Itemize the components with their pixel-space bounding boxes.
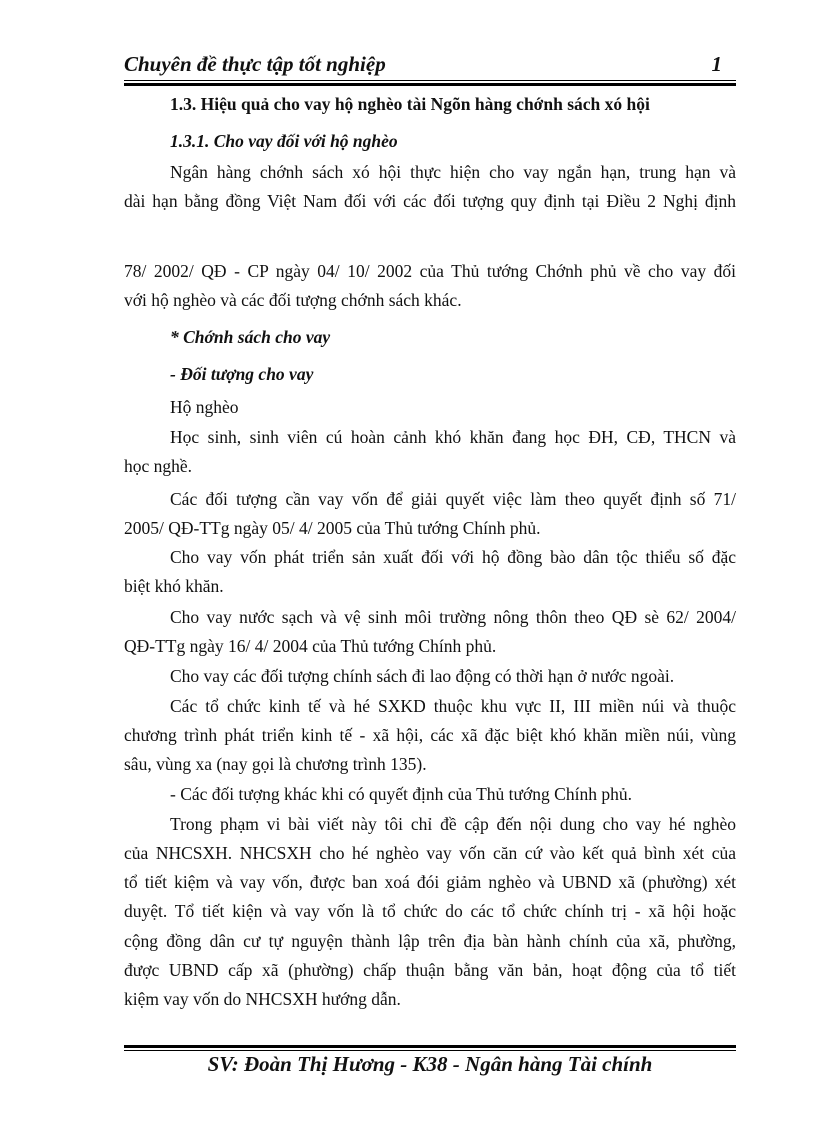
page-number: 1 (711, 52, 722, 76)
paragraph-line: kiệm vay vốn do NHCSXH hướng dẫn. (124, 989, 401, 1009)
paragraph-line: với hộ nghèo và các đối tượng chớnh sách khác. (124, 290, 462, 310)
list-item: - Các đối tượng khác khi có quyết định của Thủ tướng Chính phủ. (170, 784, 632, 804)
list-item: biệt khó khăn. (124, 576, 224, 596)
list-item: 2005/ QĐ-TTg ngày 05/ 4/ 2005 của Thủ tướng Chính phủ. (124, 518, 541, 538)
paragraph-line: Ngân hàng chớnh sách xó hội thực hiện cho vay ngắn hạn, trung hạn và (170, 162, 736, 182)
paragraph-line: 78/ 2002/ QĐ - CP ngày 04/ 10/ 2002 của Thủ tướng Chớnh phủ về cho vay đối (124, 261, 736, 281)
list-item: Cho vay vốn phát triển sản xuất đối với hộ đồng bào dân tộc thiểu số đặc (170, 547, 736, 567)
list-item: học nghề. (124, 456, 193, 476)
subsection-heading: 1.3.1. Cho vay đối với hộ nghèo (170, 131, 398, 151)
page-header (124, 52, 736, 78)
target-heading: - Đối tượng cho vay (170, 364, 314, 384)
list-item: QĐ-TTg ngày 16/ 4/ 2004 của Thủ tướng Chính phủ. (124, 636, 497, 656)
list-item: sâu, vùng xa (nay gọi là chương trình 135). (124, 754, 427, 774)
paragraph-line: duyệt. Tổ tiết kiện và vay vốn là tổ chức do các tổ chức chính trị - xã hội hoặc (124, 901, 736, 921)
header-divider (124, 80, 736, 86)
policy-heading: * Chớnh sách cho vay (170, 327, 331, 347)
footer-divider (124, 1045, 736, 1051)
paragraph-line: của NHCSXH. NHCSXH cho hé nghèo vay vốn căn cứ vào kết quả bình xét của (124, 843, 736, 863)
list-item: Cho vay nước sạch và vệ sinh môi trường nông thôn theo QĐ sè 62/ 2004/ (170, 607, 736, 627)
section-heading: 1.3. Hiệu quả cho vay hộ nghèo tài Ngõn hàng chớnh sách xó hội (170, 94, 650, 114)
header-title: Chuyên đề thực tập tốt nghiệp (124, 52, 386, 76)
list-item: Học sinh, sinh viên cú hoàn cảnh khó khăn đang học ĐH, CĐ, THCN và (170, 427, 736, 447)
page-footer: SV: Đoàn Thị Hương - K38 - Ngân hàng Tài chính (207, 1052, 653, 1076)
paragraph-line: Trong phạm vi bài viết này tôi chỉ đề cập đến nội dung cho vay hé nghèo (170, 814, 736, 834)
list-item: Cho vay các đối tượng chính sách đi lao động có thời hạn ở nước ngoài. (170, 666, 675, 686)
paragraph-line: cộng đồng dân cư tự nguyện thành lập trên địa bàn hành chính của xã, phường, (124, 931, 736, 951)
paragraph-line: được UBND cấp xã (phường) chấp thuận bằng văn bản, hoạt động của tổ tiết (124, 960, 736, 980)
paragraph-line: dài hạn bằng đồng Việt Nam đối với các đối tượng quy định tại Điều 2 Nghị định (124, 191, 736, 211)
list-item: Các đối tượng cần vay vốn để giải quyết việc làm theo quyết định số 71/ (170, 489, 736, 509)
list-item: Hộ nghèo (170, 397, 239, 417)
list-item: chương trình phát triển kinh tế - xã hội, các xã đặc biệt khó khăn miền núi, vùng (124, 725, 736, 745)
list-item: Các tổ chức kinh tế và hé SXKD thuộc khu vực II, III miền núi và thuộc (170, 696, 736, 716)
paragraph-line: tổ tiết kiệm và vay vốn, được ban xoá đói giảm nghèo và UBND xã (phường) xét (124, 872, 736, 892)
